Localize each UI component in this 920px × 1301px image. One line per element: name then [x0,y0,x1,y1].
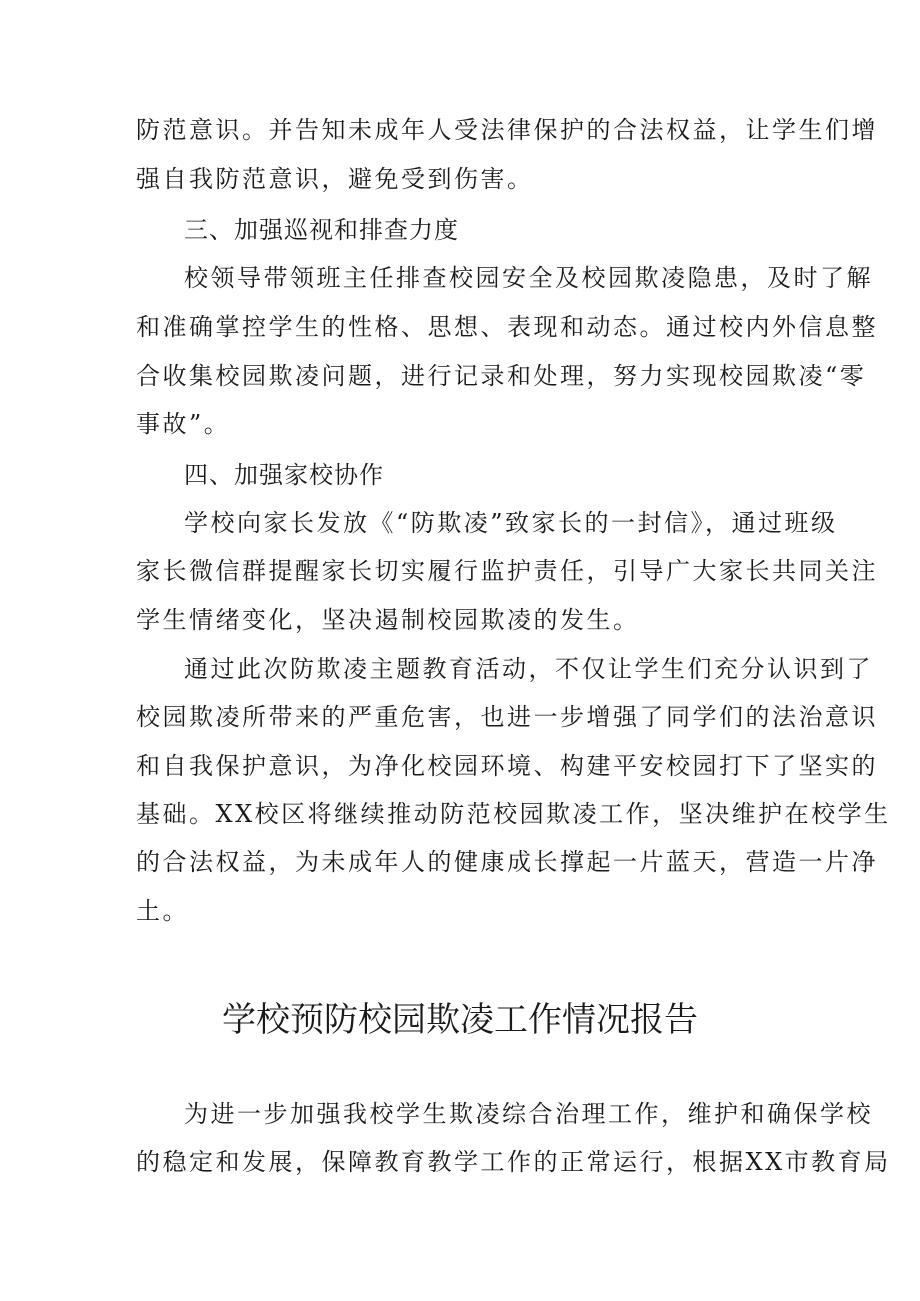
paragraph-line: 的稳定和发展，保障教育教学工作的正常运行，根据XX市教育局 [136,1148,891,1176]
paragraph-line: 土。 [136,897,189,925]
paragraph-line: 通过此次防欺凌主题教育活动，不仅让学生们充分认识到了 [184,655,873,683]
paragraph-line: 合收集校园欺凌问题，进行记录和处理，努力实现校园欺凌“零 [136,362,867,390]
paragraph-line: 为进一步加强我校学生欺凌综合治理工作，维护和确保学校 [184,1100,873,1128]
paragraph-line: 强自我防范意识，避免受到伤害。 [136,165,534,193]
paragraph-line: 基础。XX校区将继续推动防范校园欺凌工作，坚决维护在校学生 [136,800,891,828]
paragraph-line: 事故”。 [136,410,231,438]
paragraph-line: 防范意识。并告知未成年人受法律保护的合法权益，让学生们增 [136,116,878,144]
paragraph-line: 校领导带领班主任排查校园安全及校园欺凌隐患，及时了解 [184,264,873,292]
report-title: 学校预防校园欺凌工作情况报告 [222,1000,698,1040]
paragraph-line: 的合法权益，为未成年人的健康成长撑起一片蓝天，营造一片净 [136,848,878,876]
paragraph-line: 和准确掌控学生的性格、思想、表现和动态。通过校内外信息整 [136,313,878,341]
section-heading-3: 三、加强巡视和排查力度 [184,216,459,244]
section-heading-4: 四、加强家校协作 [184,461,384,489]
paragraph-line: 学校向家长发放《“防欺凌”致家长的一封信》，通过班级 [184,509,838,537]
paragraph-line: 家长微信群提醒家长切实履行监护责任，引导广大家长共同关注 [136,557,878,585]
paragraph-line: 和自我保护意识，为净化校园环境、构建平安校园打下了坚实的 [136,752,878,780]
paragraph-line: 学生情绪变化，坚决遏制校园欺凌的发生。 [136,606,640,634]
paragraph-line: 校园欺凌所带来的严重危害，也进一步增强了同学们的法治意识 [136,703,878,731]
